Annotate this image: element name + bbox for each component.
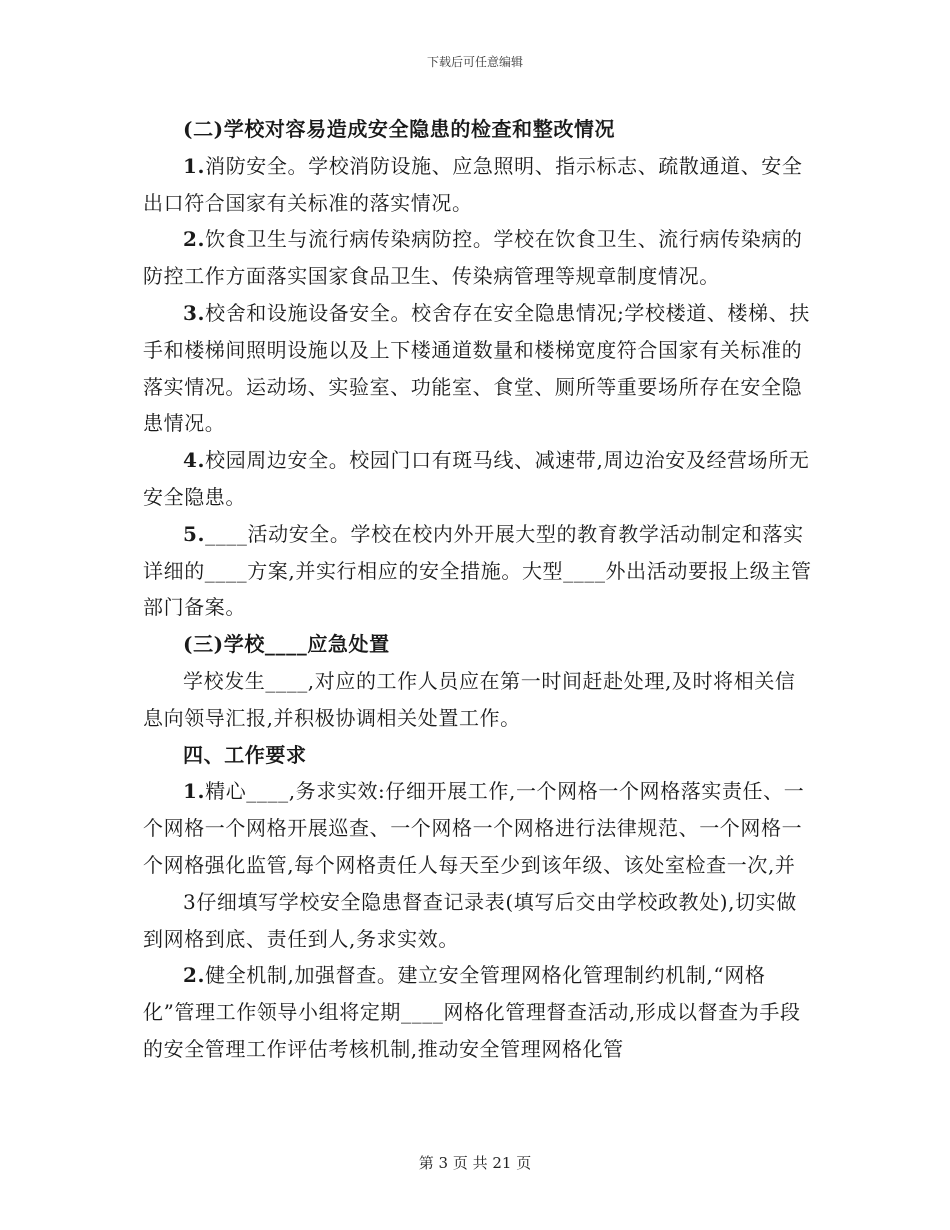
section-heading-4: 四、工作要求 <box>183 742 307 767</box>
item-text: 消防安全。学校消防设施、应急照明、指示标志、疏散通道、安全出口符合国家有关标准的落实情况。 <box>143 153 803 215</box>
section-heading-3: (三)学校____应急处置 <box>183 632 390 657</box>
section-heading-2: (二)学校对容易造成安全隐患的检查和整改情况 <box>183 117 616 141</box>
item-number: 3. <box>183 300 206 325</box>
paragraph-item-2 <box>143 221 815 295</box>
header-note: 下载后可任意编辑 <box>426 55 523 69</box>
item-number: 1. <box>183 153 206 178</box>
paragraph-requirement-1 <box>143 773 815 883</box>
paragraph-item-3 <box>143 295 815 442</box>
item-text: 精心____,务求实效:仔细开展工作,一个网格一个网格落实责任、一个网格一个网格开展巡查、一个网格一个网格进行法律规范、一个网格一个网格强化监管,每个网格责任人每天至少到该年级、该处室检查一次,并 <box>143 779 805 877</box>
item-number: 2. <box>183 963 206 988</box>
paragraph-section-3: 学校发生____,对应的工作人员应在第一时间赶赴处理,及时将相关信息向领导汇报,并积极协调相关处置工作。 <box>143 668 796 730</box>
item-text: 饮食卫生与流行病传染病防控。学校在饮食卫生、流行病传染病的防控工作方面落实国家食品卫生、传染病管理等规章制度情况。 <box>143 227 803 289</box>
item-number: 5. <box>183 521 206 546</box>
paragraph-requirement-2 <box>143 957 815 1067</box>
item-number: 2. <box>183 227 206 252</box>
paragraph-item-4 <box>143 442 815 516</box>
document-body <box>143 111 815 1068</box>
paragraph-item-5 <box>143 516 815 626</box>
item-text: 校舍和设施设备安全。校舍存在安全隐患情况;学校楼道、楼梯、扶手和楼梯间照明设施以及上下楼通道数量和楼梯宽度符合国家有关标准的落实情况。运动场、实验室、功能室、食堂、厕所等重要场所存在安全隐患情况。 <box>143 300 810 436</box>
item-number: 4. <box>183 448 206 473</box>
item-text: 健全机制,加强督查。建立安全管理网格化管理制约机制,“网格化”管理工作领导小组将定期____网格化管理督查活动,形成以督查为手段的安全管理工作评估考核机制,推动安全管理网格化管 <box>143 963 801 1061</box>
item-text: 校园周边安全。校园门口有斑马线、减速带,周边治安及经营场所无安全隐患。 <box>143 448 810 509</box>
item-number: 1. <box>183 779 206 804</box>
page-number: 第 3 页 共 21 页 <box>418 1154 532 1172</box>
paragraph-requirement-1-continued: 3仔细填写学校安全隐患督查记录表(填写后交由学校政教处),切实做到网格到底、责任到人,务求实效。 <box>143 889 797 951</box>
item-text: ____活动安全。学校在校内外开展大型的教育教学活动制定和落实详细的____方案,并实行相应的安全措施。大型____外出活动要报上级主管部门备案。 <box>143 521 812 620</box>
paragraph-item-1 <box>143 148 815 222</box>
